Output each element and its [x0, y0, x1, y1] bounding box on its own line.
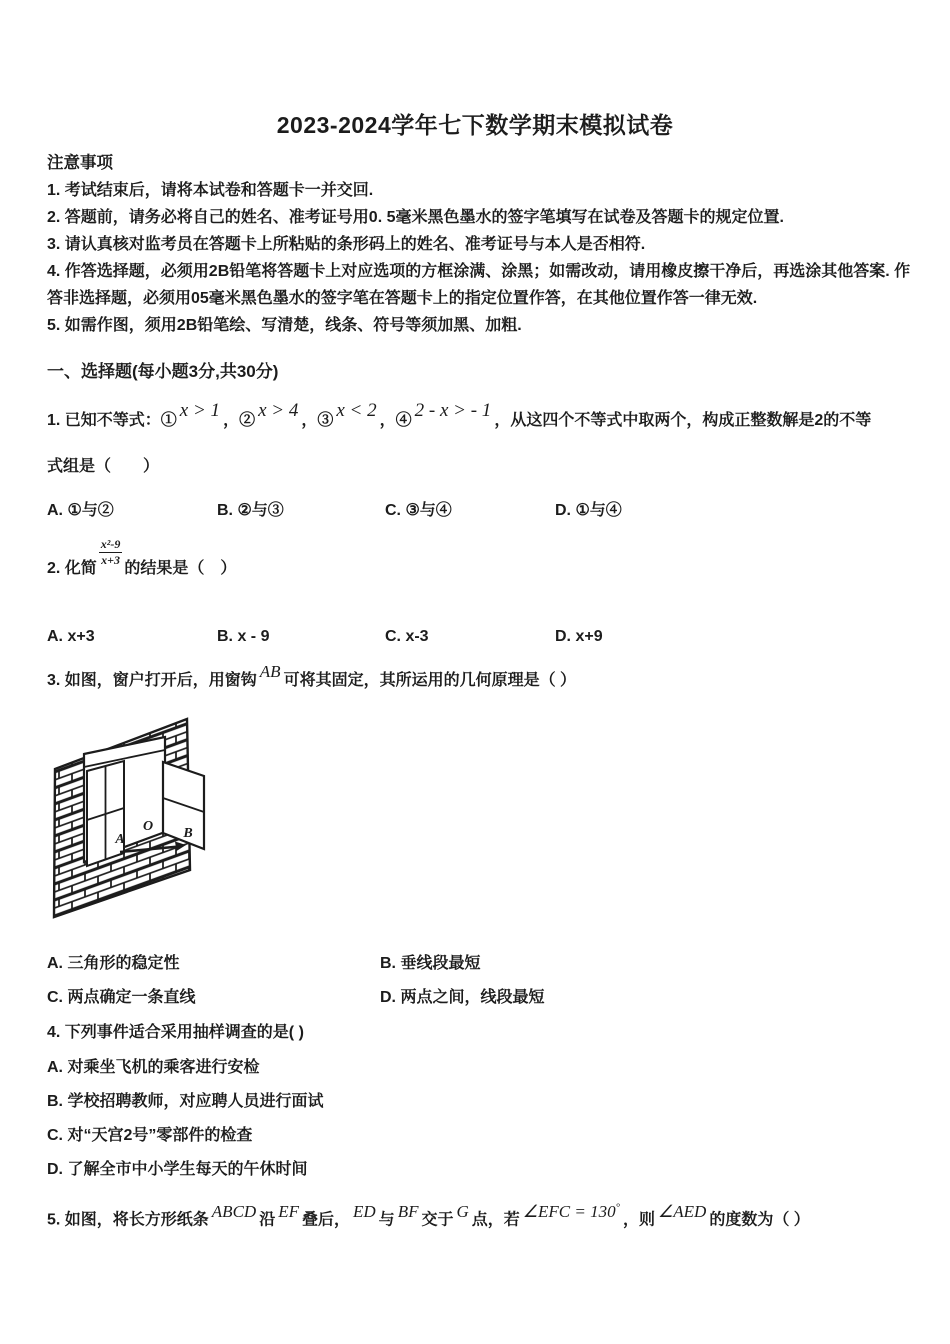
- point-label-a: A: [115, 832, 125, 847]
- q5-text-part: 叠后，: [301, 1211, 350, 1229]
- q1-text-part: ，②: [223, 412, 256, 429]
- q4-option-a: A. 对乘坐飞机的乘客进行安检: [47, 1059, 260, 1076]
- q1-option-a: A. ①与②: [47, 502, 114, 519]
- q5-line-ef: EF: [278, 1201, 299, 1221]
- q5-point-g: G: [456, 1201, 469, 1221]
- q5-text-part: 的度数为（ ）: [709, 1211, 810, 1229]
- q1-inequality-1: x > 1: [179, 400, 221, 421]
- q1-option-c: C. ③与④: [385, 502, 452, 519]
- q1-text-part: ，④: [379, 412, 412, 429]
- question-4-text: 4. 下列事件适合采用抽样调查的是( ): [47, 1024, 304, 1041]
- q2-fraction-numerator: x²-9: [100, 537, 121, 551]
- point-label-b: B: [183, 826, 193, 841]
- q3-text-part: 可将其固定，其所运用的几何原理是（ ）: [283, 672, 577, 689]
- question-5-text: [47, 1201, 925, 1232]
- question-2-options: [47, 626, 925, 647]
- q4-option-d: D. 了解全市中小学生每天的午休时间: [47, 1161, 308, 1178]
- page-title: 2023-2024学年七下数学期末模拟试卷: [276, 112, 674, 138]
- q5-text-part: 交于: [421, 1211, 454, 1229]
- q5-line-bf: BF: [397, 1201, 419, 1221]
- question-3-options: [47, 953, 925, 1008]
- question-1-text: [47, 400, 925, 432]
- q5-text-part: 与: [378, 1211, 395, 1229]
- q2-fraction: [99, 538, 123, 567]
- degree-symbol: °: [615, 1201, 621, 1213]
- q5-text-part: 5. 如图，将长方形纸条: [47, 1211, 209, 1229]
- question-1-options: [47, 500, 925, 521]
- exam-instructions: [47, 150, 925, 339]
- instruction-item-3: 3. 请认真核对监考员在答题卡上所粘贴的条形码上的姓名、准考证号与本人是否相符.: [47, 236, 646, 253]
- q3-segment-ab: AB: [259, 662, 281, 681]
- q5-angle-aed: ∠AED: [658, 1201, 707, 1221]
- q1-text-part: 1. 已知不等式：①: [47, 412, 177, 429]
- question-3-text: [47, 662, 925, 692]
- instruction-item-4: 4. 作答选择题，必须用2B铅笔将答题卡上对应选项的方框涂满、涂黑；如需改动，请用橡皮擦干净后，再选涂其他答案. 作答非选择题，必须用05毫米黑色墨水的签字笔在答题卡上的指定位置作答，在其他位置作答一律无效.: [47, 263, 911, 307]
- q2-option-c: C. x-3: [385, 628, 429, 645]
- q2-option-b: B. x - 9: [217, 628, 270, 645]
- question-2-text: [47, 537, 925, 580]
- instructions-heading: 注意事项: [47, 154, 113, 172]
- q3-option-d: D. 两点之间，线段最短: [380, 989, 545, 1006]
- q2-option-a: A. x+3: [47, 628, 95, 645]
- point-label-o: O: [142, 819, 154, 834]
- section-1-heading: 一、选择题(每小题3分,共30分): [47, 362, 279, 381]
- q3-option-c: C. 两点确定一条直线: [47, 989, 196, 1006]
- q1-option-d: D. ①与④: [555, 502, 622, 519]
- q2-option-d: D. x+9: [555, 628, 603, 645]
- q1-inequality-3: x < 2: [336, 400, 377, 421]
- q3-option-a: A. 三角形的稳定性: [47, 955, 180, 972]
- question-3-figure: [37, 702, 925, 939]
- q1-text-part: ，从这四个不等式中取两个，构成正整数解是2的不等: [494, 412, 872, 429]
- q5-text-part: 沿: [259, 1211, 276, 1229]
- instruction-item-2: 2. 答题前，请务必将自己的姓名、准考证号用0. 5毫米黑色墨水的签字笔填写在试卷及答题卡的规定位置.: [47, 209, 784, 226]
- q1-inequality-2: x > 4: [258, 400, 299, 421]
- q4-option-c: C. 对“天宫2号”零部件的检查: [47, 1127, 253, 1144]
- brick-wall-window-illustration: [37, 702, 242, 934]
- q1-text-part: ，③: [301, 412, 334, 429]
- q4-option-b: B. 学校招聘教师，对应聘人员进行面试: [47, 1093, 324, 1110]
- question-1-text-continued: 式组是（ ）: [47, 458, 160, 475]
- instruction-item-5: 5. 如需作图，须用2B铅笔绘、写清楚，线条、符号等须加黑、加粗.: [47, 317, 522, 334]
- q2-fraction-denominator: x+3: [101, 553, 121, 567]
- q3-option-b: B. 垂线段最短: [380, 955, 481, 972]
- q5-angle-efc: ∠EFC = 130°: [522, 1201, 621, 1221]
- q1-inequality-4: 2 - x > - 1: [414, 400, 492, 421]
- q5-text-part: ，则: [623, 1211, 656, 1229]
- q5-text-part: 点，若: [471, 1211, 520, 1229]
- q5-line-ed: ED: [353, 1201, 376, 1221]
- q2-text-part: 的结果是（ ）: [124, 560, 237, 577]
- q1-option-b: B. ②与③: [217, 502, 284, 519]
- q3-text-part: 3. 如图，窗户打开后，用窗钩: [47, 672, 257, 689]
- q5-rect-abcd: ABCD: [211, 1201, 257, 1221]
- q2-text-part: 2. 化简: [47, 560, 97, 577]
- instruction-item-1: 1. 考试结束后，请将本试卷和答题卡一并交回.: [47, 182, 374, 199]
